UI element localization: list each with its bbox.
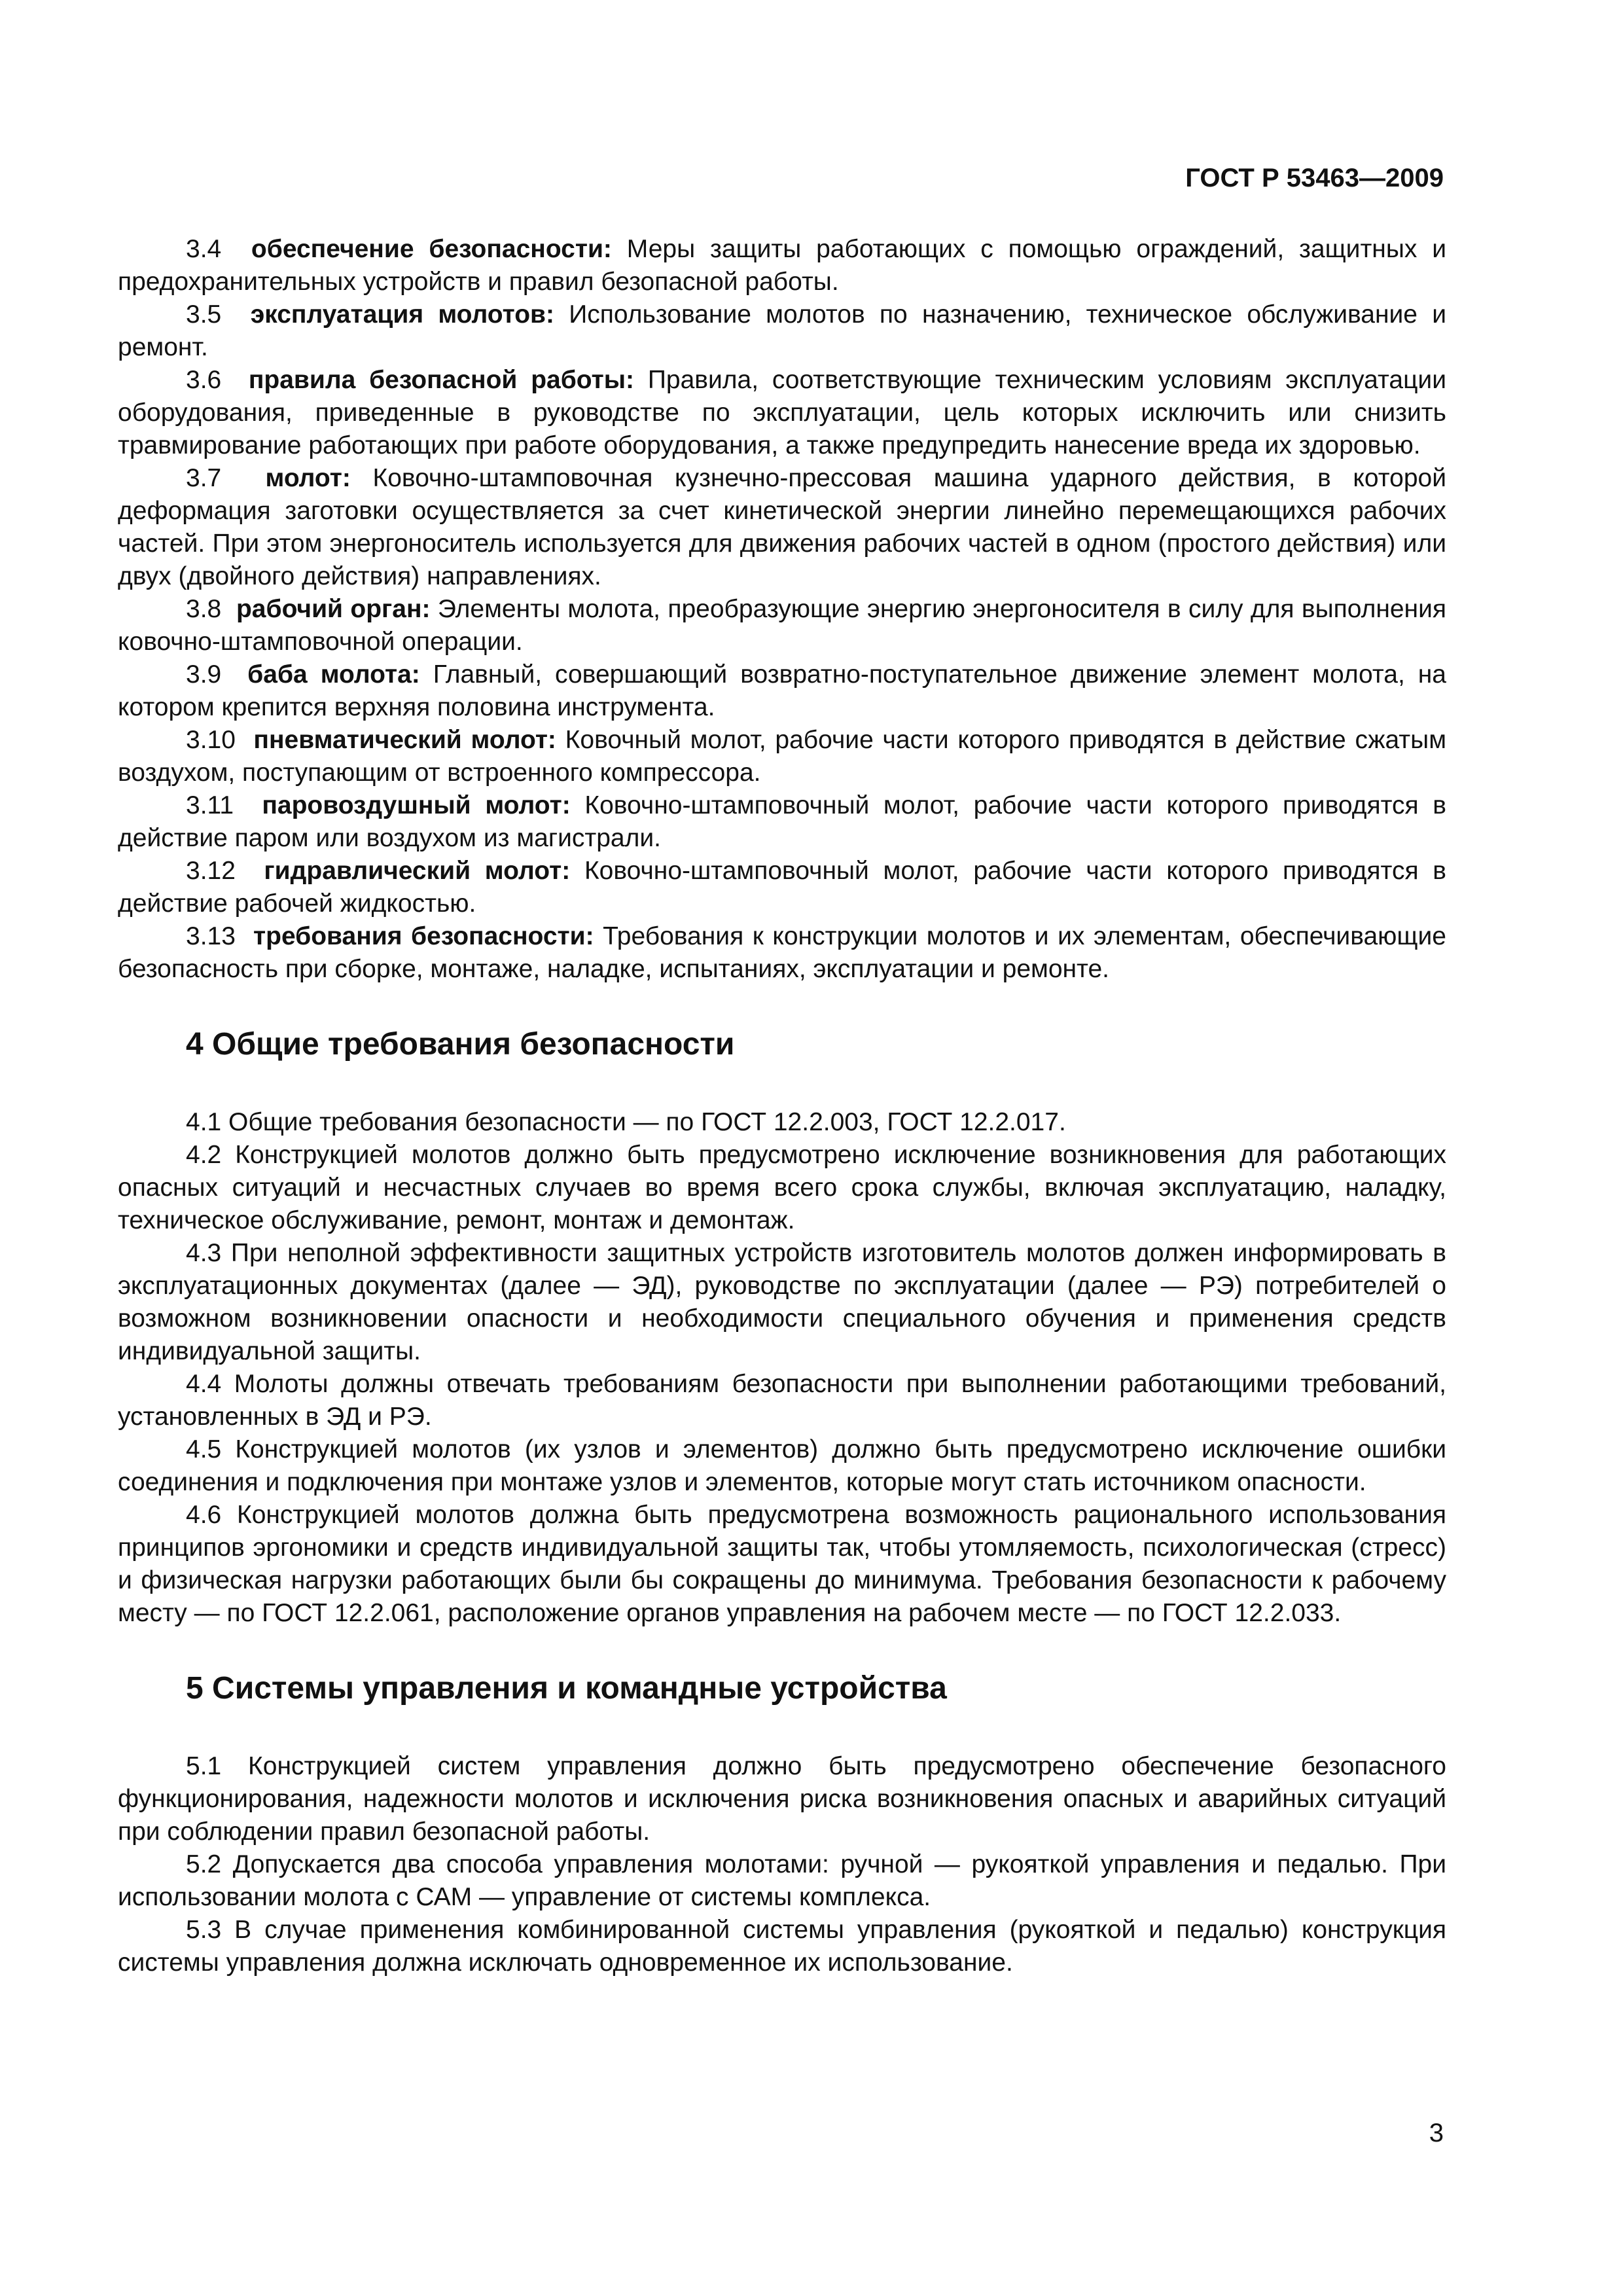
page-number: 3 bbox=[1429, 2119, 1444, 2147]
definition-3-8 bbox=[118, 593, 1446, 658]
definition-text: Ковочно-штамповочный молот, рабочие части которого приводятся в действие паром или воздухом из магистрали. bbox=[118, 791, 1447, 852]
clause-number: 3.7 bbox=[186, 464, 222, 492]
section-5-heading: 5 Системы управления и командные устройства bbox=[186, 1671, 947, 1706]
definition-3-9 bbox=[118, 658, 1446, 724]
clause-4-2: 4.2 Конструкцией молотов должно быть предусмотрено исключение возникновения для работающих опасных ситуаций и несчастных случаев во время всего срока службы, включая эксплуатацию, наладку, техническое обслуживание, ремонт, монтаж и демонтаж. bbox=[118, 1141, 1446, 1234]
clause-number: 3.8 bbox=[186, 595, 222, 623]
definition-text: Требования к конструкции молотов и их элементам, обеспечивающие безопасность при сборке, монтаже, наладке, испытаниях, эксплуатации и ремонте. bbox=[118, 922, 1446, 983]
clause-number: 3.11 bbox=[186, 791, 234, 819]
definition-text: Ковочный молот, рабочие части которого приводятся в действие сжатым воздухом, поступающим от встроенного компрессора. bbox=[118, 726, 1447, 787]
clause-4-3: 4.3 При неполной эффективности защитных устройств изготовитель молотов должен информировать в эксплуатационных документах (далее — ЭД), руководстве по эксплуатации (далее — РЭ) потребителей о возможном возникновении опасности и необходимости специального обучения и применения средств индивидуальной защиты. bbox=[118, 1239, 1446, 1365]
definition-text: Главный, совершающий возвратно-поступательное движение элемент молота, на котором крепится верхняя половина инструмента. bbox=[118, 660, 1446, 721]
term: молот: bbox=[265, 464, 351, 492]
definition-3-12 bbox=[118, 855, 1446, 920]
definition-3-4 bbox=[118, 233, 1446, 298]
clause-4-5: 4.5 Конструкцией молотов (их узлов и элементов) должно быть предусмотрено исключение ошибки соединения и подключения при монтаже узлов и элементов, которые могут стать источником опасности. bbox=[118, 1435, 1446, 1496]
term: эксплуатация молотов: bbox=[250, 300, 555, 329]
term: баба молота: bbox=[247, 660, 420, 689]
clause-5-1: 5.1 Конструкцией систем управления должно быть предусмотрено обеспечение безопасного функционирования, надежности молотов и исключения риска возникновения опасных и аварийных ситуаций при соблюдении правил безопасной работы. bbox=[118, 1752, 1446, 1846]
definition-3-10 bbox=[118, 724, 1446, 789]
clause-number: 3.4 bbox=[186, 235, 222, 263]
term: гидравлический молот: bbox=[264, 857, 571, 885]
term: пневматический молот: bbox=[253, 726, 556, 754]
definition-text: Ковочно-штамповочная кузнечно-прессовая машина ударного действия, в которой деформация заготовки осуществляется за счет кинетической энергии линейно перемещающихся рабочих частей. При этом энергоноситель используется для движения рабочих частей в одном (простого действия) или двух (двойного действия) направлениях. bbox=[118, 464, 1447, 590]
clause-5-3: 5.3 В случае применения комбинированной системы управления (рукояткой и педалью) конструкция системы управления должна исключать одновременное их использование. bbox=[118, 1916, 1446, 1977]
clause-4-4: 4.4 Молоты должны отвечать требованиям безопасности при выполнении работающими требований, установленных в ЭД и РЭ. bbox=[118, 1370, 1446, 1431]
clause-4-1: 4.1 Общие требования безопасности — по ГОСТ 12.2.003, ГОСТ 12.2.017. bbox=[186, 1108, 1066, 1136]
definition-text: Меры защиты работающих с помощью ограждений, защитных и предохранительных устройств и правил безопасной работы. bbox=[118, 235, 1446, 296]
clause-number: 3.10 bbox=[186, 726, 236, 754]
definition-3-7 bbox=[118, 462, 1446, 593]
clause-number: 3.12 bbox=[186, 857, 236, 885]
clause-number: 3.5 bbox=[186, 300, 222, 329]
definition-text: Правила, соответствующие техническим условиям эксплуатации оборудования, приведенные в руководстве по эксплуатации, цель которых исключить или снизить травмирование работающих при работе оборудования, а также предупредить нанесение вреда их здоровью. bbox=[118, 366, 1446, 459]
definition-3-5 bbox=[118, 298, 1446, 364]
definition-3-6 bbox=[118, 364, 1446, 462]
clause-4-6: 4.6 Конструкцией молотов должна быть предусмотрена возможность рационального использования принципов эргономики и средств индивидуальной защиты так, чтобы утомляемость, психологическая (стресс) и физическая нагрузки работающих были бы сокращены до минимума. Требования безопасности к рабочему месту — по ГОСТ 12.2.061, расположение органов управления на рабочем месте — по ГОСТ 12.2.033. bbox=[118, 1501, 1446, 1627]
term: рабочий орган: bbox=[236, 595, 431, 623]
definition-text: Использование молотов по назначению, техническое обслуживание и ремонт. bbox=[118, 300, 1446, 361]
term: обеспечение безопасности: bbox=[251, 235, 612, 263]
page-content bbox=[118, 233, 1446, 1979]
clause-5-2: 5.2 Допускается два способа управления молотами: ручной — рукояткой управления и педалью. При использовании молота с САМ — управление от системы комплекса. bbox=[118, 1850, 1446, 1911]
clause-number: 3.13 bbox=[186, 922, 236, 950]
section-4-heading: 4 Общие требования безопасности bbox=[186, 1027, 735, 1062]
term: требования безопасности: bbox=[253, 922, 594, 950]
term: паровоздушный молот: bbox=[262, 791, 571, 819]
definition-3-11 bbox=[118, 789, 1446, 855]
term: правила безопасной работы: bbox=[248, 366, 635, 394]
clause-number: 3.6 bbox=[186, 366, 222, 394]
definition-text: Элементы молота, преобразующие энергию энергоносителя в силу для выполнения ковочно-штамповочной операции. bbox=[118, 595, 1446, 656]
standard-header: ГОСТ Р 53463—2009 bbox=[1185, 164, 1444, 192]
definition-text: Ковочно-штамповочный молот, рабочие части которого приводятся в действие рабочей жидкостью. bbox=[118, 857, 1447, 918]
clause-number: 3.9 bbox=[186, 660, 222, 689]
definition-3-13 bbox=[118, 920, 1446, 986]
